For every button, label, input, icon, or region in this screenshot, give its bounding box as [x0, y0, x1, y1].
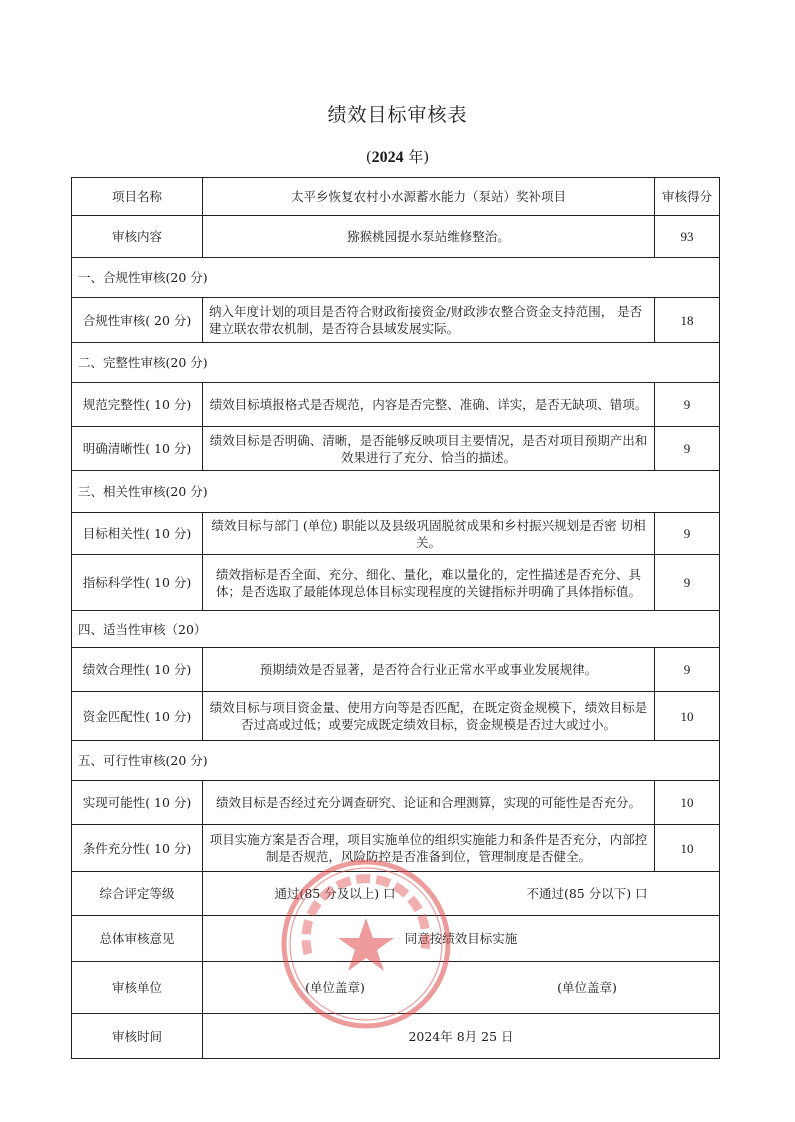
- table-row: [72, 692, 720, 741]
- criterion-label: 指标科学性( 10 分): [72, 555, 203, 611]
- opinion-row: [72, 916, 720, 962]
- criterion-score: 10: [655, 825, 720, 872]
- review-content-row: [72, 216, 720, 258]
- opinion-value: 同意按绩效目标实施: [203, 916, 720, 962]
- table-row: [72, 383, 720, 427]
- opinion-label: 总体审核意见: [72, 916, 203, 962]
- criterion-score: 9: [655, 648, 720, 692]
- year-number: 2024: [371, 149, 404, 166]
- project-name-value: 太平乡恢复农村小水源蓄水能力（泵站）奖补项目: [203, 178, 655, 216]
- section-title: 二、完整性审核(20 分): [72, 343, 720, 383]
- section-title: 三、相关性审核(20 分): [72, 471, 720, 513]
- criterion-description: 预期绩效是否显著，是否符合行业正常水平或事业发展规律。: [203, 648, 655, 692]
- criterion-description: 绩效指标是否全面、充分、细化、量化，难以量化的，定性描述是否充分、具体；是否选取了最能体现总体目标实现程度的关键指标并明确了具体指标值。: [203, 555, 655, 611]
- criterion-score: 10: [655, 781, 720, 825]
- table-row: [72, 427, 720, 471]
- rating-options: [203, 872, 720, 916]
- document-year: [0, 146, 795, 167]
- criterion-label: 目标相关性( 10 分): [72, 513, 203, 555]
- time-row: [72, 1014, 720, 1059]
- criterion-label: 合规性审核( 20 分): [72, 298, 203, 343]
- total-score: 93: [655, 216, 720, 258]
- score-header: 审核得分: [655, 178, 720, 216]
- criterion-score: 18: [655, 298, 720, 343]
- criterion-score: 9: [655, 427, 720, 471]
- criterion-label: 资金匹配性( 10 分): [72, 692, 203, 741]
- table-row: [72, 298, 720, 343]
- criterion-label: 实现可能性( 10 分): [72, 781, 203, 825]
- review-table: [71, 177, 720, 1059]
- project-name-label: 项目名称: [72, 178, 203, 216]
- criterion-description: 绩效目标与项目资金量、使用方向等是否匹配，在既定资金规模下，绩效目标是否过高或过低；或要完成既定绩效目标，资金规模是否过大或过小。: [203, 692, 655, 741]
- criterion-description: 绩效目标与部门 (单位) 职能以及县级巩固脱贫成果和乡村振兴规划是否密 切相关。: [203, 513, 655, 555]
- section-row: [72, 611, 720, 648]
- rating-pass-option: 通过(85 分及以上) 口: [274, 886, 396, 901]
- unit-stamps: [203, 962, 720, 1014]
- review-content-label: 审核内容: [72, 216, 203, 258]
- section-row: [72, 741, 720, 781]
- criterion-description: 纳入年度计划的项目是否符合财政衔接资金/财政涉农整合资金支持范围， 是否建立联农带农机制，是否符合县域发展实际。: [203, 298, 655, 343]
- unit-label: 审核单位: [72, 962, 203, 1014]
- section-row: [72, 471, 720, 513]
- table-row: [72, 555, 720, 611]
- document-title: 绩效目标审核表: [327, 104, 468, 126]
- project-name-row: [72, 178, 720, 216]
- rating-fail-option: 不通过(85 分以下) 口: [526, 886, 648, 901]
- criterion-score: 9: [655, 555, 720, 611]
- section-title: 五、可行性审核(20 分): [72, 741, 720, 781]
- section-title: 四、适当性审核（20）: [72, 611, 720, 648]
- table-row: [72, 648, 720, 692]
- review-content-value: 猕猴桃园提水泵站维修整治。: [203, 216, 655, 258]
- year-suffix: 年): [403, 148, 430, 166]
- rating-label: 综合评定等级: [72, 872, 203, 916]
- rating-row: [72, 872, 720, 916]
- criterion-label: 条件充分性( 10 分): [72, 825, 203, 872]
- criterion-score: 9: [655, 383, 720, 427]
- criterion-description: 绩效目标是否明确、清晰，是否能够反映项目主要情况，是否对项目预期产出和效果进行了充分、恰当的描述。: [203, 427, 655, 471]
- criterion-label: 绩效合理性( 10 分): [72, 648, 203, 692]
- criterion-description: 绩效目标是否经过充分调查研究、论证和合理测算，实现的可能性是否充分。: [203, 781, 655, 825]
- criterion-label: 规范完整性( 10 分): [72, 383, 203, 427]
- time-value: 2024年 8月 25 日: [203, 1014, 720, 1059]
- criterion-description: 项目实施方案是否合理，项目实施单位的组织实施能力和条件是否充分，内部控制是否规范，风险防控是否准备到位，管理制度是否健全。: [203, 825, 655, 872]
- table-row: [72, 825, 720, 872]
- section-title: 一、合规性审核(20 分): [72, 258, 720, 298]
- unit-stamp-left: (单位盖章): [305, 980, 365, 995]
- time-label: 审核时间: [72, 1014, 203, 1059]
- criterion-score: 10: [655, 692, 720, 741]
- section-row: [72, 343, 720, 383]
- section-row: [72, 258, 720, 298]
- criterion-label: 明确清晰性( 10 分): [72, 427, 203, 471]
- table-row: [72, 513, 720, 555]
- year-prefix: (: [365, 148, 372, 166]
- criterion-description: 绩效目标填报格式是否规范，内容是否完整、准确、详实，是否无缺项、错项。: [203, 383, 655, 427]
- criterion-score: 9: [655, 513, 720, 555]
- table-row: [72, 781, 720, 825]
- unit-stamp-right: (单位盖章): [557, 980, 617, 995]
- unit-row: [72, 962, 720, 1014]
